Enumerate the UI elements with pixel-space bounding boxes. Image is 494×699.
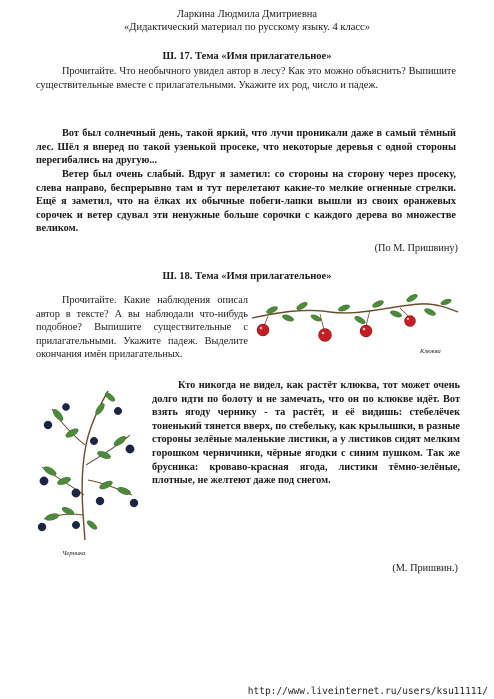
section18-task: Прочитайте. Какие наблюдения описал автор в тексте? А вы наблюдали что-нибудь подобное? Выпишите существительные с прилагательными. Укажите падеж. Выделите окончания имён прилагательных. (36, 295, 248, 361)
blueberry-caption: Черника (62, 550, 86, 557)
section18-source: (М. Пришвин.) (392, 563, 458, 574)
section18-title: Ш. 18. Тема «Имя прилагательное» (162, 271, 332, 282)
author-name: Ларкина Людмила Дмитриевна (176, 9, 318, 20)
cranberry-caption: Клюква (420, 348, 441, 355)
section17-task: Прочитайте. Что необычного увидел автор в лесу? Как это можно объяснить? Выпишите существительные вместе с прилагательными. Укажите их род, число и падеж. (36, 66, 456, 91)
section17-source: (По М. Пришвину) (374, 243, 458, 254)
section17-title: Ш. 17. Тема «Имя прилагательное» (162, 51, 332, 62)
section17-text-part1: Вот был солнечный день, такой яркий, что лучи проникали даже в самый тёмный лес. Шёл я вперед по такой узенькой просеке, что некоторые деревья с одной стороны перегибались на другую... (36, 128, 456, 167)
section17-text-part2: Ветер был очень слабый. Вдруг я заметил: со стороны на сторону через просеку, слева направо, беспрерывно там и тут перелетают какие-то мелкие огненные стрелки. Ещё я заметил, что на ёлках их обычные побеги-лапки вышли из своих оранжевых сорочек и ветер сдувал эти ненужные больше сорочки с каждого дерева во множестве великом. (36, 169, 456, 235)
footer-url[interactable]: http://www.liveinternet.ru/users/ksu11111/ (247, 686, 488, 697)
section18-text: Кто никогда не видел, как растёт клюква, тот может очень долго идти по болоту и не замечать, что он по клюкве идёт. Вот взять ягоду чернику - та растёт, и её видишь: стебелёчек тоненький тянется вверх, по стебельку, как крылышки, в разные стороны зелёные маленькие листики, а у листиков сидят мелким горошком черничинки, чёрные ягодки с синим пушком. Так же брусника: кроваво-красная ягода, листики тёмно-зелёные, плотные, не желтеют даже под снегом. (152, 380, 460, 487)
document-subtitle: «Дидактический материал по русскому языку. 4 класс» (124, 22, 370, 33)
blueberry-illustration (30, 385, 140, 545)
